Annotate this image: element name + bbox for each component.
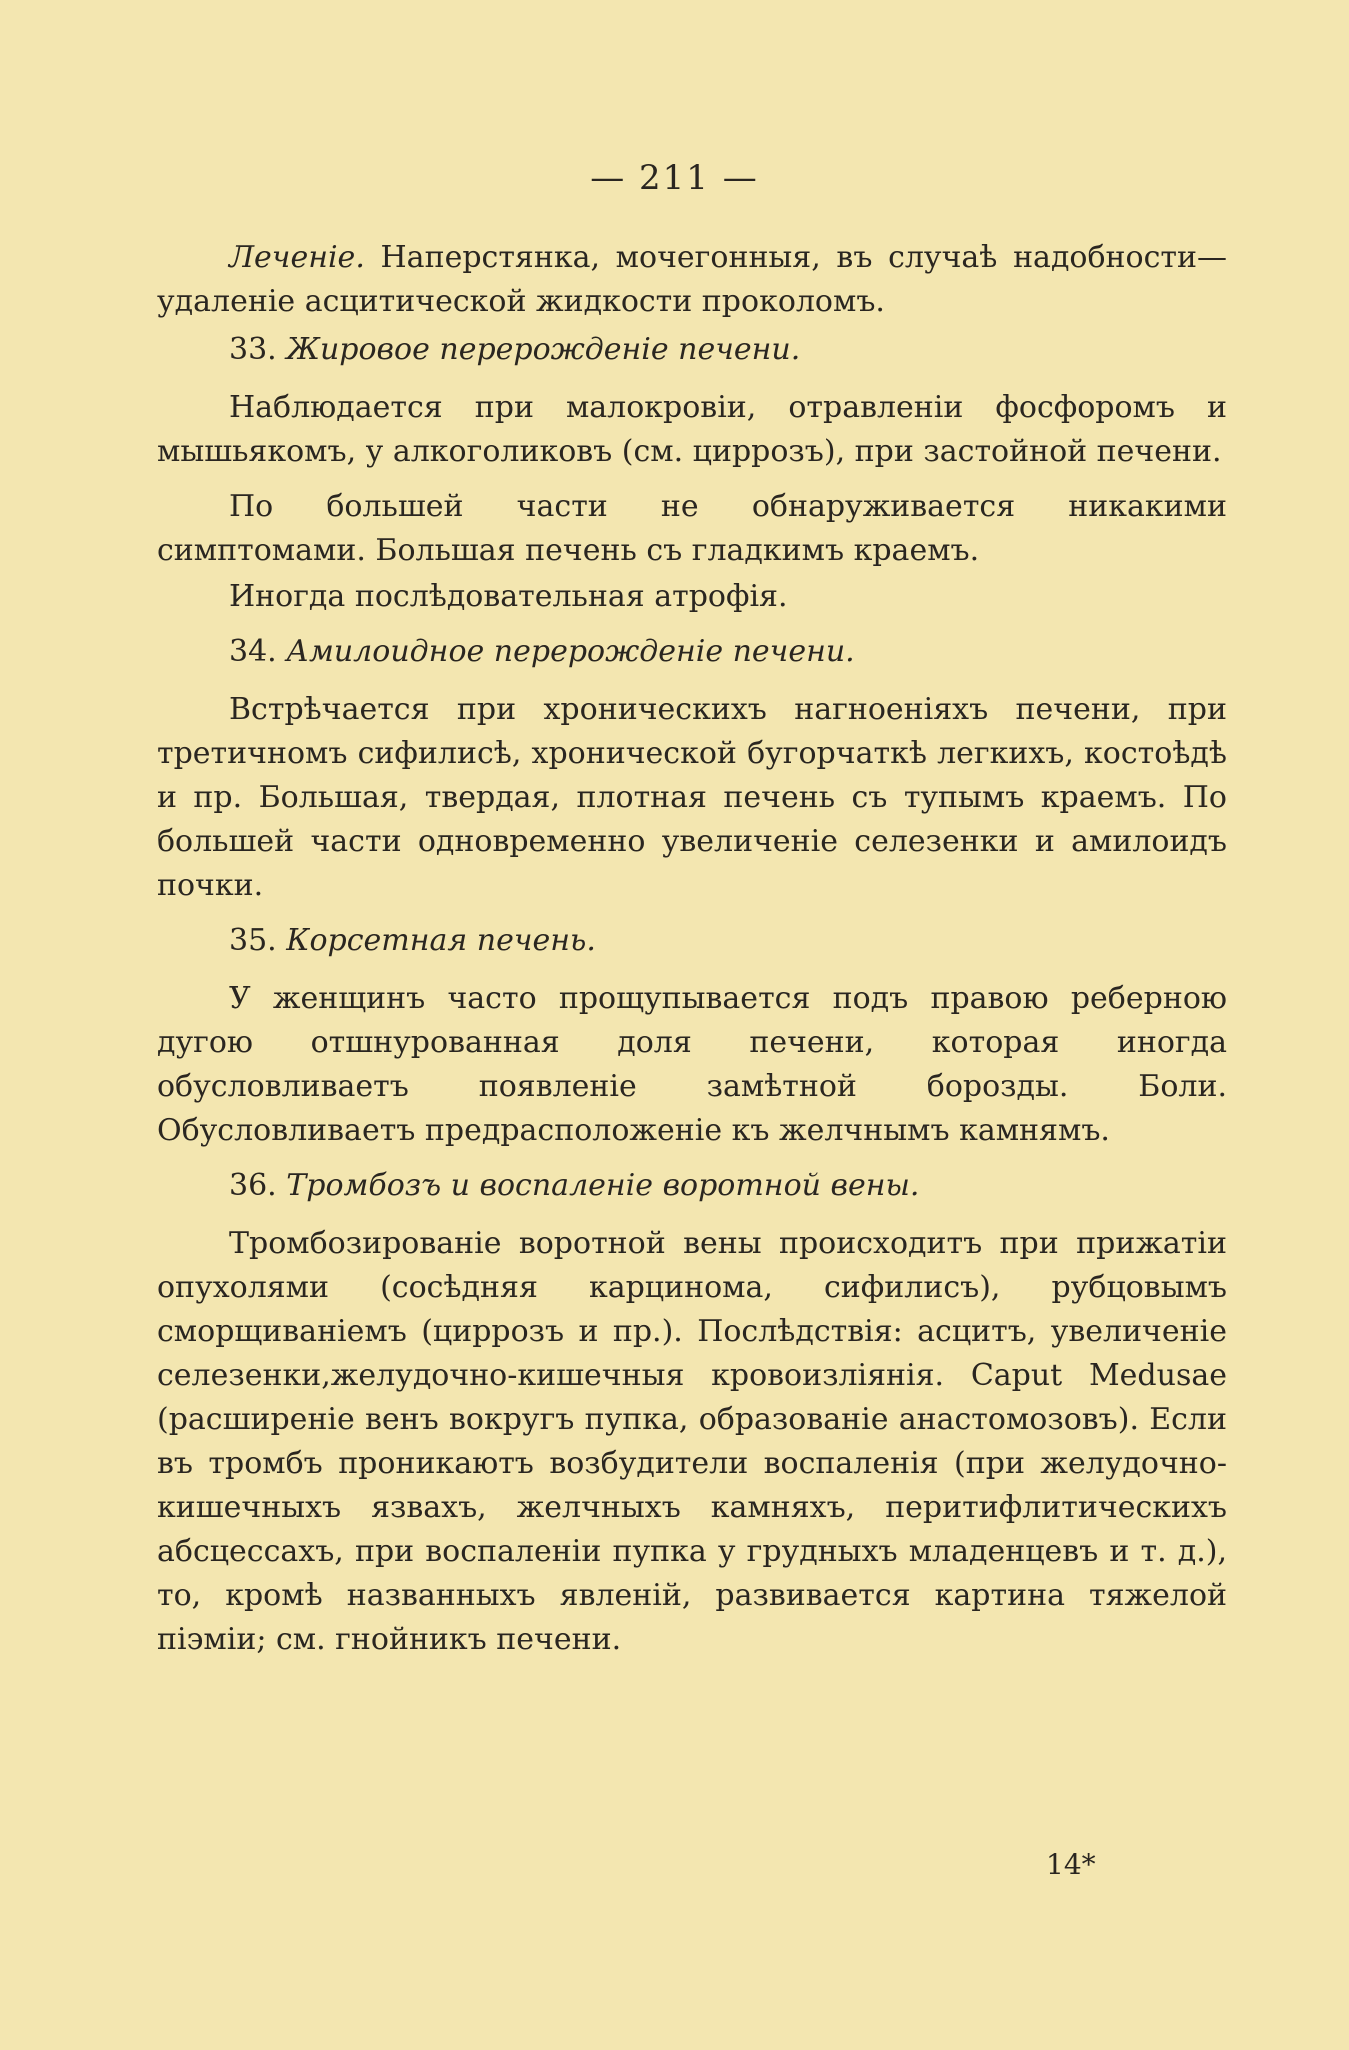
section-title: Тромбозъ и воспаленіе воротной вены. bbox=[286, 1168, 920, 1203]
paragraph-lead: Леченіе. bbox=[229, 240, 365, 275]
section-title: Жировое перерожденіе печени. bbox=[286, 332, 801, 367]
paragraph: У женщинъ часто прощупывается подъ правою реберною дугою отшнурованная доля печени, которая иногда обусловливаетъ появленіе замѣтной борозды. Боли. Обусловливаетъ предрасположеніе къ желчнымъ камнямъ. bbox=[157, 981, 1227, 1148]
section-title: Амилоидное перерожденіе печени. bbox=[286, 634, 855, 669]
paragraph: Тромбозированіе воротной вены происходитъ при прижатіи опухолями (сосѣдняя карцинома, сифилисъ), рубцовымъ сморщиваніемъ (циррозъ и пр.). Послѣдствія: асцитъ, увеличеніе селезенки,желудочно-кишечныя кровоизліянія. Caput Medusae (расширеніе венъ вокругъ пупка, образованіе анастомозовъ). Если въ тромбъ проникаютъ возбудители воспаленія (при желудочно-кишечныхъ язвахъ, желчныхъ камняхъ, перитифлитическихъ абсцессахъ, при воспаленіи пупка у грудныхъ младенцевъ и т. д.), то, кромѣ названныхъ явленій, развивается картина тяжелой піэміи; см. гнойникъ печени. bbox=[157, 1226, 1227, 1657]
paragraph: Иногда послѣдовательная атрофія. bbox=[229, 579, 788, 614]
section-number: 35. bbox=[229, 923, 277, 958]
paragraph: По большей части не обнаруживается никакими симптомами. Большая печень съ гладкимъ краемъ. bbox=[157, 489, 1227, 568]
section-number: 36. bbox=[229, 1168, 277, 1203]
section-number: 34. bbox=[229, 634, 277, 669]
page-body bbox=[157, 236, 1227, 1673]
section-number: 33. bbox=[229, 332, 277, 367]
section-title: Корсетная печень. bbox=[286, 923, 596, 958]
section-heading-36 bbox=[229, 1164, 1227, 1208]
page-number: — 211 — bbox=[590, 158, 759, 198]
paragraph: Наблюдается при малокровіи, отравленіи фосфоромъ и мышьякомъ, у алкоголиковъ (см. циррозъ), при застойной печени. bbox=[157, 390, 1227, 469]
signature-mark: 14* bbox=[1046, 1848, 1096, 1881]
section-heading-34 bbox=[229, 630, 1227, 674]
paragraph-text: Наперстянка, мочегонныя, въ случаѣ надобности—удаленіе асцитической жидкости проколомъ. bbox=[157, 240, 1227, 319]
paragraph: Встрѣчается при хроническихъ нагноеніяхъ печени, при третичномъ сифилисѣ, хронической бугорчаткѣ легкихъ, костоѣдѣ и пр. Большая, твердая, плотная печень съ тупымъ краемъ. По большей части одновременно увеличеніе селезенки и амилоидъ почки. bbox=[157, 692, 1227, 903]
section-heading-33 bbox=[229, 328, 1227, 372]
paragraph-treatment bbox=[157, 236, 1227, 324]
section-heading-35 bbox=[229, 919, 1227, 963]
